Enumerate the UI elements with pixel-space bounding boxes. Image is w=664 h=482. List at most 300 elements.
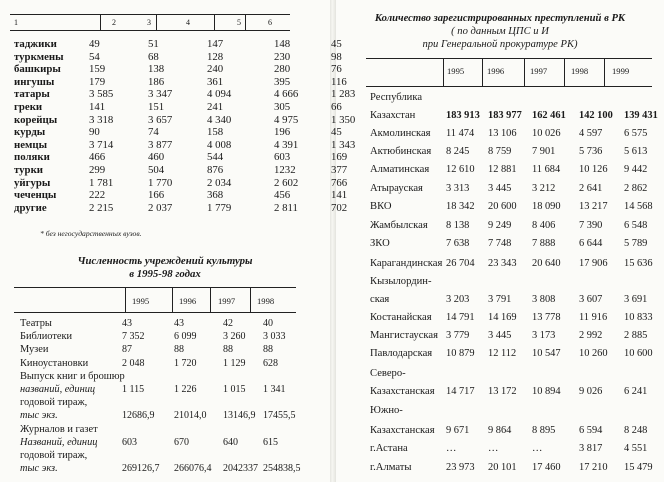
table-cell: 7 352 (122, 331, 145, 343)
table-cell (579, 276, 624, 287)
nationality-name: поляки (14, 151, 50, 164)
table-cell: 20 101 (488, 462, 517, 473)
table-cell: 10 894 (532, 386, 561, 397)
left-table-colnum: 1 (14, 18, 18, 27)
table-cell: 603 (122, 436, 137, 448)
table-row (14, 177, 371, 190)
table-cell: 166 (148, 189, 165, 202)
table-cell: 3 033 (263, 331, 286, 343)
crimes-table-header-rule (366, 86, 652, 87)
nationality-name: уйгуры (14, 176, 51, 189)
left-table-divider (214, 14, 215, 30)
left-table-colnum: 6 (268, 18, 272, 27)
table-cell: 10 260 (579, 348, 608, 359)
culture-row-label: годовой тираж, (20, 449, 88, 461)
culture-table-header-rule (14, 312, 296, 313)
table-row (14, 51, 371, 64)
culture-row-label: годовой тираж, (20, 397, 88, 409)
table-cell: 68 (148, 50, 159, 63)
left-table-divider (100, 14, 101, 30)
table-cell: … (446, 443, 457, 454)
region-name: Казахстан (370, 110, 416, 121)
culture-row-label: тыс экз. (20, 463, 58, 475)
crimes-table-divider (443, 58, 444, 86)
region-name: Северо- (370, 368, 406, 379)
crimes-table-top-rule (366, 58, 652, 59)
footnote: * без негосударственных вузов. (40, 229, 142, 238)
table-cell (223, 423, 263, 436)
table-cell: 90 (89, 126, 100, 139)
table-cell: 3 657 (148, 113, 173, 126)
table-cell: 23 343 (488, 258, 517, 269)
region-name: Карагандинская (370, 258, 443, 269)
table-cell: 2 811 (274, 201, 298, 214)
table-cell: 9 249 (488, 220, 512, 231)
crimes-table-divider (564, 58, 565, 86)
table-cell: 179 (89, 75, 106, 88)
culture-table-divider (210, 287, 211, 312)
table-cell: 1 115 (122, 383, 145, 395)
nationality-name: другие (14, 201, 47, 214)
table-cell: 14 791 (446, 312, 475, 323)
table-row (20, 449, 303, 462)
table-cell: 3 445 (488, 183, 512, 194)
table-cell: 4 597 (579, 128, 603, 139)
table-cell: 14 568 (624, 201, 653, 212)
table-cell: 670 (174, 436, 189, 448)
table-cell: 1 015 (223, 383, 246, 395)
table-cell (624, 368, 664, 379)
table-cell: 254838,5 (263, 463, 301, 475)
table-cell: 7 748 (488, 238, 512, 249)
table-cell (624, 92, 664, 103)
table-cell (579, 405, 624, 416)
table-cell: 87 (122, 344, 132, 356)
table-cell: 3 212 (532, 183, 556, 194)
nationality-name: башкиры (14, 63, 61, 76)
nationalities-table (14, 38, 371, 214)
table-row (370, 258, 664, 269)
table-cell (223, 370, 263, 383)
table-cell: 17 460 (532, 462, 561, 473)
table-cell: 3 714 (89, 138, 114, 151)
table-cell: 18 090 (532, 201, 561, 212)
culture-row-label: тыс экз. (20, 410, 58, 422)
table-cell: 5 789 (624, 238, 648, 249)
table-cell: 17455,5 (263, 410, 296, 422)
table-cell: 2 037 (148, 201, 173, 214)
table-cell: 222 (89, 189, 106, 202)
table-cell: 230 (274, 50, 291, 63)
table-cell (174, 449, 223, 462)
table-cell: 4 008 (207, 138, 232, 151)
crimes-title-line2: ( по данным ЦПС и И (451, 26, 549, 37)
table-row (20, 462, 303, 475)
table-cell: 269126,7 (122, 463, 160, 475)
table-cell: 361 (207, 75, 224, 88)
culture-table-divider (125, 287, 126, 312)
table-cell: 368 (207, 189, 224, 202)
table-row (370, 164, 664, 175)
table-cell: 11 474 (446, 128, 475, 139)
culture-year: 1996 (179, 296, 197, 306)
table-cell: 3 347 (148, 88, 173, 101)
region-name: Казахстанская (370, 386, 435, 397)
table-row (370, 201, 664, 212)
table-cell: 603 (274, 151, 291, 164)
table-row (370, 386, 664, 397)
table-cell: 158 (207, 126, 224, 139)
table-cell: 8 895 (532, 425, 556, 436)
region-name: Атырауская (370, 183, 423, 194)
table-cell (579, 92, 624, 103)
table-cell: 10 833 (624, 312, 653, 323)
left-table-divider (245, 14, 246, 30)
table-cell: 3 607 (579, 294, 603, 305)
left-table-colnum: 2 (112, 18, 116, 27)
table-cell: 1 770 (148, 176, 173, 189)
culture-row-label: Названий, единиц (20, 436, 98, 448)
table-cell: 40 (263, 318, 273, 329)
table-cell: 299 (89, 163, 106, 176)
region-name: Мангистауская (370, 330, 438, 341)
table-row (370, 183, 664, 194)
nationality-name: курды (14, 126, 46, 139)
table-cell: 3 779 (446, 330, 470, 341)
table-cell (223, 449, 263, 462)
table-row (370, 276, 664, 287)
table-row (20, 370, 303, 383)
table-cell: 13146,9 (223, 410, 256, 422)
table-cell: 4 666 (274, 88, 299, 101)
crimes-title-line1: Количество зарегистрированных преступлений в РК (374, 13, 626, 24)
table-cell: 23 973 (446, 462, 475, 473)
table-cell: 141 (89, 100, 106, 113)
table-row (370, 238, 664, 249)
table-row (14, 114, 371, 127)
table-cell: 4 094 (207, 88, 232, 101)
table-cell (174, 396, 223, 409)
region-name: Актюбинская (370, 146, 432, 157)
table-cell (122, 423, 174, 436)
table-cell (263, 396, 303, 409)
table-row (370, 425, 664, 436)
table-cell: 116 (331, 75, 347, 88)
table-cell: 17 906 (579, 258, 608, 269)
table-cell: 88 (263, 344, 273, 356)
table-cell (488, 405, 532, 416)
table-cell: 45 (331, 38, 342, 50)
table-cell: 159 (89, 63, 106, 76)
nationality-name: таджики (14, 38, 57, 50)
table-cell: 7 901 (532, 146, 556, 157)
table-cell: 8 245 (446, 146, 470, 157)
culture-row-label: Киноустановки (20, 357, 89, 369)
culture-title-line1: Численность учреждений культуры (77, 255, 253, 267)
table-cell (624, 405, 664, 416)
table-row (370, 368, 664, 379)
table-cell (532, 92, 579, 103)
table-cell: 3 808 (532, 294, 556, 305)
table-row (370, 312, 664, 323)
table-cell: 395 (274, 75, 291, 88)
table-cell (122, 449, 174, 462)
table-cell: 8 248 (624, 425, 648, 436)
nationality-name: турки (14, 163, 44, 176)
table-cell: 3 313 (446, 183, 470, 194)
table-cell: 460 (148, 151, 165, 164)
table-cell: 1 283 (331, 88, 356, 101)
table-cell: 1 779 (207, 201, 232, 214)
table-cell (624, 276, 664, 287)
region-name: Алматинская (370, 164, 430, 175)
table-cell: 10 126 (579, 164, 608, 175)
left-table-colnum: 5 (237, 18, 241, 27)
table-cell: 45 (331, 126, 342, 139)
crimes-year: 1997 (530, 66, 548, 76)
culture-year: 1997 (218, 296, 236, 306)
culture-year: 1998 (257, 296, 275, 306)
table-row (14, 101, 371, 114)
crimes-year: 1999 (612, 66, 630, 76)
culture-row-label: названий, единиц (20, 383, 96, 395)
table-cell: 2 862 (624, 183, 648, 194)
table-cell (532, 405, 579, 416)
table-cell: 12 610 (446, 164, 475, 175)
table-cell: 3 173 (532, 330, 556, 341)
nationality-name: корейцы (14, 113, 58, 126)
table-cell: 466 (89, 151, 106, 164)
table-cell: 54 (89, 50, 100, 63)
table-cell (263, 370, 303, 383)
culture-table-divider (250, 287, 251, 312)
table-row (20, 317, 303, 330)
table-cell: 1 720 (174, 357, 197, 369)
table-cell (174, 423, 223, 436)
table-cell: … (488, 443, 499, 454)
table-cell: 1 341 (263, 383, 286, 395)
table-cell (532, 276, 579, 287)
table-cell: 14 169 (488, 312, 517, 323)
table-row (14, 139, 371, 152)
culture-row-label: Музеи (20, 344, 49, 356)
table-row (370, 220, 664, 231)
table-cell: 26 704 (446, 258, 475, 269)
left-table-colnum: 3 (147, 18, 151, 27)
table-cell: 15 636 (624, 258, 653, 269)
table-row (14, 164, 371, 177)
region-name: г.Астана (370, 443, 408, 454)
table-cell: 377 (331, 163, 348, 176)
table-cell: 544 (207, 151, 224, 164)
table-cell: … (532, 443, 543, 454)
nationality-name: чеченцы (14, 189, 57, 202)
table-row (14, 151, 371, 164)
culture-row-label: Библиотеки (20, 331, 73, 343)
table-cell: 766 (331, 176, 348, 189)
table-cell: 3 318 (89, 113, 114, 126)
table-cell: 1232 (274, 163, 296, 176)
table-cell: 6 099 (174, 331, 197, 343)
table-cell: 6 644 (579, 238, 603, 249)
region-name: Кызылордин- (370, 276, 432, 287)
table-cell: 876 (207, 163, 224, 176)
table-cell: 9 671 (446, 425, 470, 436)
region-name: Южно- (370, 405, 403, 416)
table-cell: 8 759 (488, 146, 512, 157)
table-cell (446, 92, 488, 103)
table-row (14, 189, 371, 202)
table-cell: 88 (174, 344, 184, 356)
table-cell (532, 368, 579, 379)
table-row (370, 92, 664, 103)
table-row (370, 330, 664, 341)
table-cell (488, 92, 532, 103)
table-cell: 14 717 (446, 386, 475, 397)
table-row (20, 396, 303, 409)
crimes-year: 1998 (571, 66, 589, 76)
table-cell: 196 (274, 126, 291, 139)
table-cell: 51 (148, 38, 159, 50)
table-cell: 280 (274, 63, 291, 76)
table-cell (488, 276, 532, 287)
nationality-name: ингушы (14, 75, 55, 88)
table-cell: 1 781 (89, 176, 114, 189)
table-row (20, 383, 303, 396)
table-cell: 1 226 (174, 383, 197, 395)
table-cell: 7 638 (446, 238, 470, 249)
table-row (14, 38, 371, 51)
table-cell: 142 100 (579, 110, 613, 121)
table-cell (122, 396, 174, 409)
culture-row-label: Выпуск книг и брошюр (20, 370, 125, 382)
region-name: Жамбылская (370, 220, 428, 231)
table-cell: 5 736 (579, 146, 603, 157)
region-name: Павлодарская (370, 348, 433, 359)
table-cell (263, 449, 303, 462)
table-cell: 4 391 (274, 138, 299, 151)
table-cell: 240 (207, 63, 224, 76)
table-cell: 3 585 (89, 88, 114, 101)
table-row (370, 462, 664, 473)
table-row (14, 63, 371, 76)
table-cell: 42 (223, 318, 233, 329)
table-cell: 2 215 (89, 201, 114, 214)
table-row (370, 348, 664, 359)
table-cell: 151 (148, 100, 165, 113)
table-cell: 2 034 (207, 176, 232, 189)
table-cell: 1 350 (331, 113, 356, 126)
table-cell: 9 026 (579, 386, 603, 397)
table-cell: 241 (207, 100, 224, 113)
table-cell (446, 368, 488, 379)
table-cell: 10 026 (532, 128, 561, 139)
region-name: г.Алматы (370, 462, 412, 473)
table-cell: 4 975 (274, 113, 299, 126)
table-cell (446, 405, 488, 416)
table-row (20, 343, 303, 356)
crimes-year: 1995 (447, 66, 465, 76)
table-row (20, 357, 303, 370)
culture-title-line2: в 1995-98 годах (129, 268, 201, 280)
table-cell (488, 368, 532, 379)
crimes-table-divider (482, 58, 483, 86)
region-name: Республика (370, 92, 423, 103)
table-cell: 456 (274, 189, 291, 202)
culture-row-label: Театры (20, 318, 52, 329)
table-cell: 11 684 (532, 164, 561, 175)
table-cell: 148 (274, 38, 291, 50)
table-cell: 88 (223, 344, 233, 356)
table-cell: 15 479 (624, 462, 653, 473)
crimes-year: 1996 (487, 66, 505, 76)
culture-table (20, 317, 303, 475)
table-cell: 3 877 (148, 138, 173, 151)
table-cell: 3 817 (579, 443, 603, 454)
table-cell: 6 548 (624, 220, 648, 231)
table-cell: 98 (331, 50, 342, 63)
culture-year: 1995 (132, 296, 150, 306)
table-cell: 162 461 (532, 110, 566, 121)
table-cell: 9 864 (488, 425, 512, 436)
table-cell: 3 691 (624, 294, 648, 305)
left-table-colnum: 4 (186, 18, 190, 27)
table-cell: 5 613 (624, 146, 648, 157)
table-cell: 183 977 (488, 110, 522, 121)
table-cell: 2 885 (624, 330, 648, 341)
table-cell: 74 (148, 126, 159, 139)
table-cell: 7 390 (579, 220, 603, 231)
table-row (370, 443, 664, 454)
table-row (20, 330, 303, 343)
table-row (370, 128, 664, 139)
table-cell: 4 340 (207, 113, 232, 126)
table-cell: 10 879 (446, 348, 475, 359)
region-name: ВКО (370, 201, 392, 212)
table-cell: 186 (148, 75, 165, 88)
table-row (20, 423, 303, 436)
table-row (20, 409, 303, 422)
table-cell: 13 106 (488, 128, 517, 139)
table-cell (579, 368, 624, 379)
table-cell: 3 203 (446, 294, 470, 305)
table-cell: 12 881 (488, 164, 517, 175)
table-cell (223, 396, 263, 409)
table-cell: 76 (331, 63, 342, 76)
table-cell: 7 888 (532, 238, 556, 249)
table-cell: 13 778 (532, 312, 561, 323)
table-cell: 13 217 (579, 201, 608, 212)
nationality-name: татары (14, 88, 50, 101)
table-cell: 17 210 (579, 462, 608, 473)
table-cell (122, 370, 174, 383)
table-cell: 266076,4 (174, 463, 212, 475)
table-row (14, 126, 371, 139)
culture-table-divider (172, 287, 173, 312)
table-cell: 21014,0 (174, 410, 207, 422)
table-cell: 20 600 (488, 201, 517, 212)
culture-row-label: Журналов и газет (20, 423, 98, 435)
table-cell: 66 (331, 100, 342, 113)
table-cell: 4 551 (624, 443, 648, 454)
table-cell: 138 (148, 63, 165, 76)
crimes-title-line3: при Генеральной прокуратуре РК) (422, 39, 578, 50)
table-cell: 2 641 (579, 183, 603, 194)
table-cell: 9 442 (624, 164, 648, 175)
table-cell: 3 445 (488, 330, 512, 341)
table-cell: 3 791 (488, 294, 512, 305)
table-row (14, 88, 371, 101)
